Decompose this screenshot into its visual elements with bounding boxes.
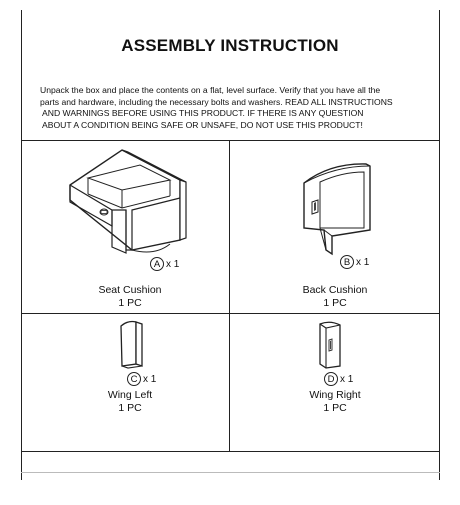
intro-paragraph	[40, 85, 425, 131]
part-b-badge	[340, 255, 369, 269]
part-b-name: Back Cushion	[302, 284, 368, 296]
seat-cushion-icon	[60, 150, 190, 260]
part-c-letter: C	[127, 372, 141, 386]
part-b-qty-mark: x 1	[356, 256, 370, 268]
grid-divider-vertical	[229, 140, 230, 452]
wing-right-icon	[316, 320, 346, 370]
wing-left-icon	[118, 320, 148, 370]
grid-divider-horizontal	[21, 313, 440, 314]
back-cushion-icon	[300, 158, 375, 258]
part-d-caption	[285, 389, 385, 415]
part-c-badge	[127, 372, 156, 386]
part-b-letter: B	[340, 255, 354, 269]
part-a-name: Seat Cushion	[98, 284, 162, 296]
part-a-letter: A	[150, 257, 164, 271]
part-d-qty-mark: x 1	[340, 373, 354, 385]
part-d-letter: D	[324, 372, 338, 386]
part-a-count: 1 PC	[118, 297, 142, 309]
part-a-badge	[150, 257, 179, 271]
part-a-qty-mark: x 1	[166, 258, 180, 270]
part-b-count: 1 PC	[323, 297, 347, 309]
part-c-count: 1 PC	[118, 402, 142, 414]
part-d-name: Wing Right	[309, 389, 361, 401]
part-c-name: Wing Left	[107, 389, 153, 401]
intro-line: Unpack the box and place the contents on a flat, level surface. Verify that you have all the	[40, 85, 381, 95]
page-title: ASSEMBLY INSTRUCTION	[121, 36, 339, 55]
part-c-qty-mark: x 1	[143, 373, 157, 385]
part-d-count: 1 PC	[323, 402, 347, 414]
footer-divider	[21, 472, 440, 473]
intro-line: ABOUT A CONDITION BEING SAFE OR UNSAFE, DO NOT USE THIS PRODUCT!	[42, 119, 363, 130]
part-c-caption	[80, 389, 180, 415]
part-d-badge	[324, 372, 353, 386]
intro-line: AND WARNINGS BEFORE USING THIS PRODUCT. IF THERE IS ANY QUESTION	[42, 108, 364, 118]
intro-line: parts and hardware, including the necessary bolts and washers. READ ALL INSTRUCTIONS	[40, 96, 393, 107]
part-a-caption	[80, 284, 180, 310]
part-b-caption	[285, 284, 385, 310]
